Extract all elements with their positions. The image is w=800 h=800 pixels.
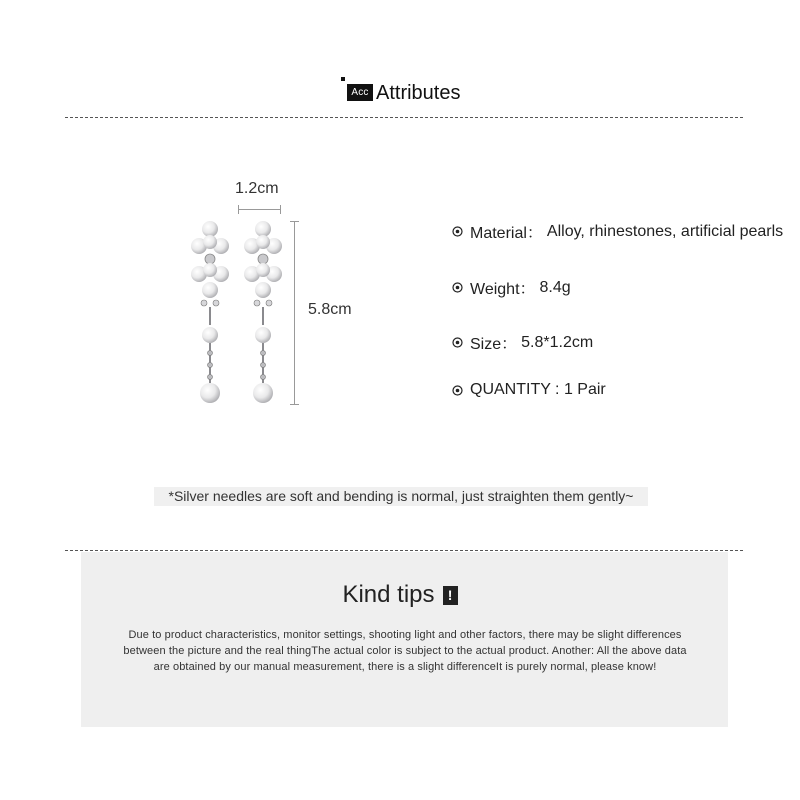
attr-value: 8.4g [539, 278, 571, 296]
attr-material [452, 220, 783, 243]
height-tick-top [290, 221, 299, 222]
attr-label: Material： [470, 225, 543, 242]
earrings-image [180, 215, 290, 410]
height-label: 5.8cm [308, 301, 352, 318]
attr-quantity [452, 381, 610, 399]
attr-value: 5.8*1.2cm [521, 333, 594, 351]
kind-tips-body: Due to product characteristics, monitor settings, shooting light and other factors, there may be slight differences between the picture and the real thingThe actual color is subject to the actual product. Another: All the above data are obtained by our manual measurement, there is a slight differenceIt is purely normal, please know! [123, 629, 687, 673]
width-label: 1.2cm [235, 180, 279, 197]
kind-tips-title: Kind tips [342, 581, 435, 608]
bullet-circle-icon [452, 226, 463, 237]
bullet-circle-icon [452, 282, 463, 293]
attr-size [452, 331, 593, 354]
attr-weight [452, 276, 571, 299]
bullet-circle-icon [452, 385, 463, 396]
width-tick-right [280, 205, 281, 214]
kind-tips-heading [0, 580, 800, 610]
silver-needle-note: *Silver needles are soft and bending is normal, just straighten them gently~ [154, 487, 648, 506]
attr-label: QUANTITY : 1 Pair [470, 381, 606, 398]
section-title: Attributes [376, 82, 461, 104]
attr-label: Weight： [470, 281, 536, 298]
bullet-circle-icon [452, 337, 463, 348]
width-dimension-line [238, 209, 280, 210]
header-badge: Acc [347, 84, 373, 101]
width-tick-left [238, 205, 239, 214]
exclamation-icon: ! [443, 586, 458, 605]
header-dot [341, 77, 345, 81]
height-tick-bottom [290, 404, 299, 405]
height-dimension-line [294, 221, 295, 404]
attr-label: Size： [470, 336, 518, 353]
bottom-divider [65, 550, 743, 551]
top-divider [65, 117, 743, 118]
attr-value: Alloy, rhinestones, artificial pearls [546, 222, 784, 240]
